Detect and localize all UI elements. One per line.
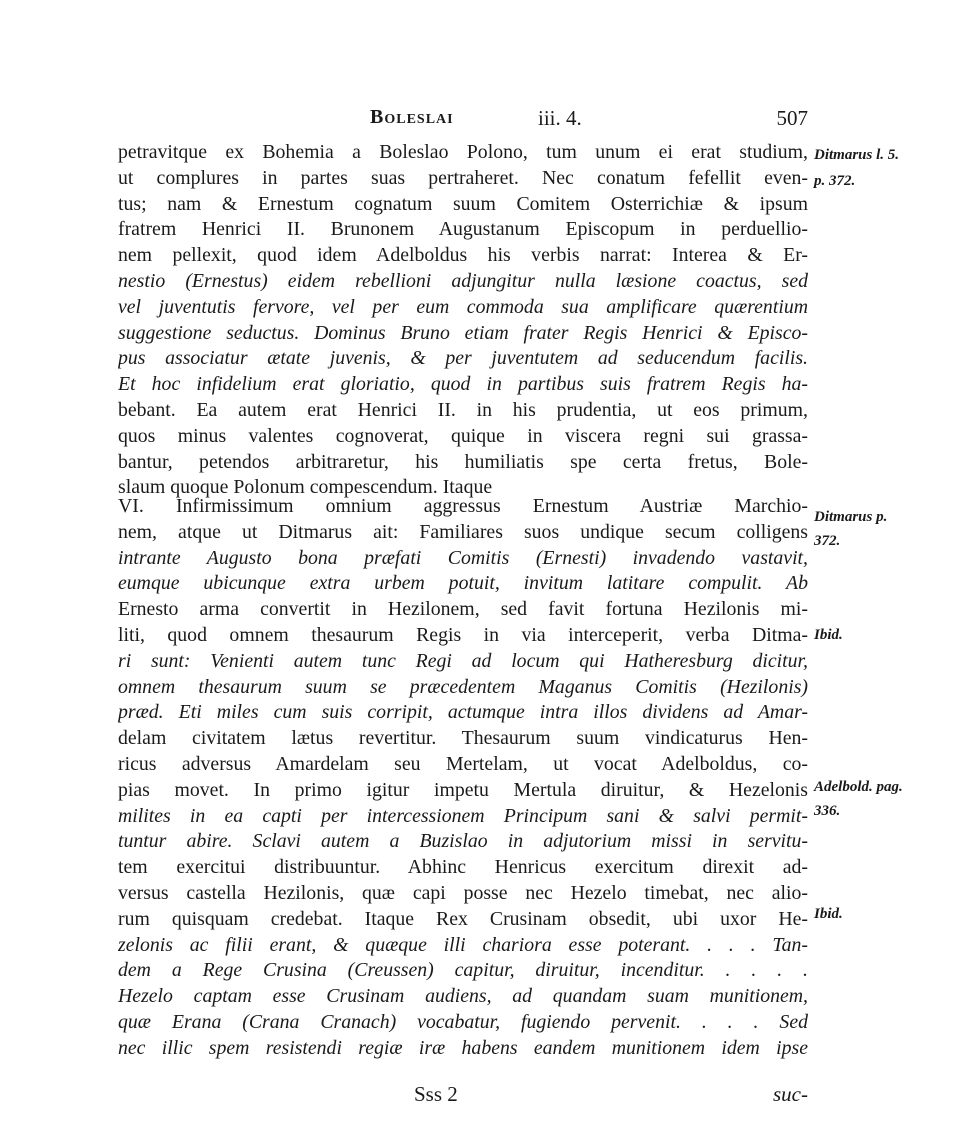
- text-line: tuntur abire. Sclavi autem a Buzislao in adjutorium missi in servitu-: [118, 830, 808, 853]
- text-line: Hezelo captam esse Crusinam audiens, ad quandam suam munitionem,: [118, 985, 808, 1008]
- paragraph-2: [118, 494, 808, 1062]
- text-line: bebant. Ea autem erat Henrici II. in his prudentia, ut eos primum,: [118, 398, 808, 421]
- margin-note: Ditmarus p.: [814, 509, 888, 525]
- text-line: nem, atque ut Ditmarus ait: Familiares suos undique secum colligens: [118, 520, 808, 543]
- text-line: præd. Eti miles cum suis corripit, actumque intra illos dividens ad Amar-: [118, 701, 808, 724]
- margin-note: Ditmarus l. 5.: [814, 147, 900, 163]
- margin-note: Adelbold. pag.: [814, 779, 903, 795]
- text-line: liti, quod omnem thesaurum Regis in via interceperit, verba Ditma-: [118, 623, 808, 646]
- paragraph-1: [118, 140, 808, 501]
- text-line: delam civitatem lætus revertitur. Thesaurum suum vindicaturus Hen-: [118, 727, 808, 750]
- text-line: ricus adversus Amardelam seu Mertelam, ut vocat Adelboldus, co-: [118, 752, 808, 775]
- signature-mark: Sss 2: [414, 1082, 458, 1106]
- text-line: omnem thesaurum suum se præcedentem Maganus Comitis (Hezilonis): [118, 675, 808, 698]
- margin-note: p. 372.: [814, 173, 856, 189]
- margin-note: 372.: [814, 533, 841, 549]
- margin-note: Ibid.: [814, 906, 843, 922]
- text-line: Ernesto arma convertit in Hezilonem, sed favit fortuna Hezilonis mi-: [118, 598, 808, 621]
- text-line: nestio (Ernestus) eidem rebellioni adjungitur nulla læsione coactus, sed: [118, 269, 808, 292]
- text-line: versus castella Hezilonis, quæ capi posse nec Hezelo timebat, nec alio-: [118, 881, 808, 904]
- catchword: suc-: [773, 1082, 808, 1106]
- text-line: quæ Erana (Crana Cranach) vocabatur, fugiendo pervenit. . . . Sed: [118, 1010, 808, 1033]
- text-line: rum quisquam credebat. Itaque Rex Crusinam obsedit, ubi uxor He-: [118, 907, 808, 930]
- text-line: slaum quoque Polonum compescendum. Itaque: [118, 476, 493, 499]
- text-line: dem a Rege Crusina (Creussen) capitur, diruitur, incenditur. . . . .: [118, 959, 808, 982]
- text-line: nem pellexit, quod idem Adelboldus his verbis narrat: Interea & Er-: [118, 244, 808, 267]
- text-line: nec illic spem resistendi regiæ iræ habens eandem munitionem idem ipse: [118, 1036, 808, 1059]
- page-footer: [118, 1082, 808, 1112]
- page-number: 507: [776, 106, 808, 130]
- margin-note: Ibid.: [814, 627, 843, 643]
- text-line: milites in ea capti per intercessionem Principum sani & salvi permit-: [118, 804, 808, 827]
- text-line: suggestione seductus. Dominus Bruno etiam frater Regis Henrici & Episco-: [118, 321, 808, 344]
- text-line: pus associatur ætate juvenis, & per juventutem ad seducendum facilis.: [118, 347, 808, 370]
- text-line: pias movet. In primo igitur impetu Mertula diruitur, & Hezelonis: [118, 778, 808, 801]
- text-line: quos minus valentes cognoverat, quique in viscera regni sui grassa-: [118, 424, 808, 447]
- text-line: ut complures in partes suas pertraheret. Nec conatum fefellit even-: [118, 166, 808, 189]
- text-line: fratrem Henrici II. Brunonem Augustanum Episcopum in perduellio-: [118, 218, 808, 241]
- running-title: Boleslai: [370, 106, 454, 128]
- text-line: Et hoc infidelium erat gloriatio, quod in partibus suis fratrem Regis ha-: [118, 373, 808, 396]
- text-line: bantur, petendos arbitraretur, his humiliatis spe certa fretus, Bole-: [118, 450, 808, 473]
- margin-note: 336.: [814, 803, 841, 819]
- chapter-marker: iii. 4.: [538, 106, 582, 130]
- text-line: ri sunt: Venienti autem tunc Regi ad locum qui Hatheresburg dicitur,: [118, 649, 808, 672]
- text-line: VI. Infirmissimum omnium aggressus Ernestum Austriæ Marchio-: [118, 495, 808, 517]
- text-line: intrante Augusto bona præfati Comitis (Ernesti) invadendo vastavit,: [118, 546, 808, 569]
- text-line: petravitque ex Bohemia a Boleslao Polono, tum unum ei erat studium,: [118, 141, 808, 163]
- text-line: zelonis ac filii erant, & quæque illi chariora esse poterant. . . . Tan-: [118, 933, 808, 956]
- text-line: tem exercitui distribuuntur. Abhinc Henricus exercitum direxit ad-: [118, 856, 808, 879]
- text-line: vel juventutis fervore, vel per eum commoda sua amplificare quærentium: [118, 295, 808, 318]
- text-line: eumque ubicunque extra urbem potuit, invitum latitare compulit. Ab: [118, 572, 808, 595]
- text-line: tus; nam & Ernestum cognatum suum Comitem Osterrichiæ & ipsum: [118, 192, 808, 215]
- running-header: [118, 106, 808, 132]
